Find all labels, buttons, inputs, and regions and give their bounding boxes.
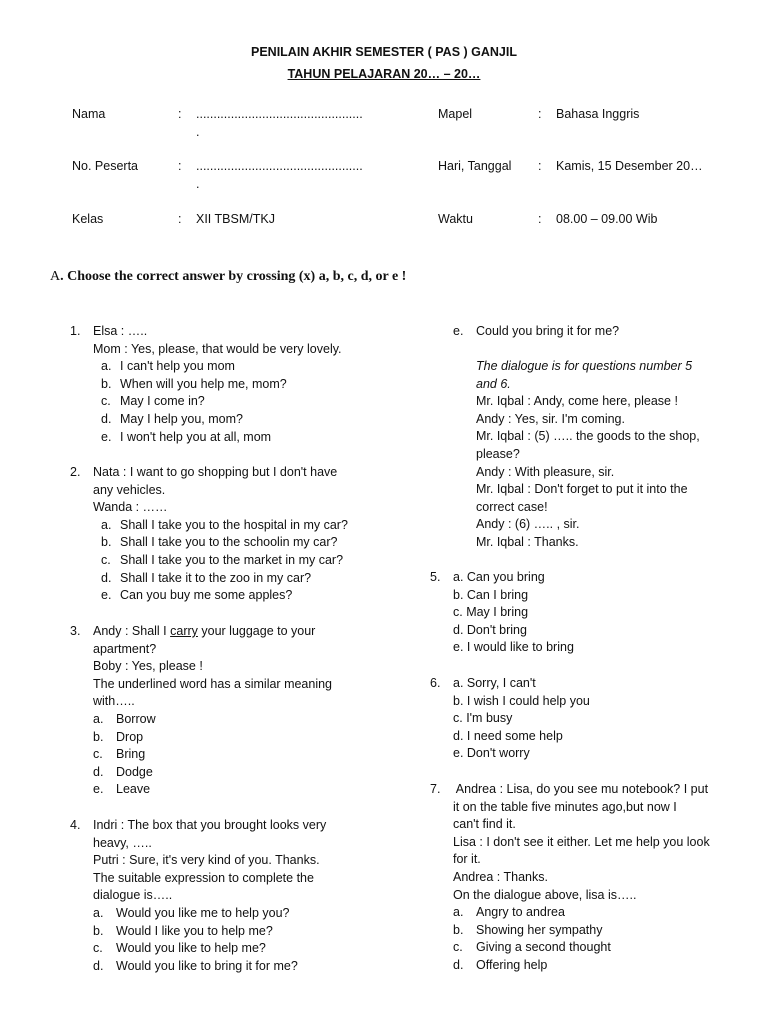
exam-title: PENILAIN AKHIR SEMESTER ( PAS ) GANJIL (251, 45, 517, 59)
q3-option-b: Drop (116, 729, 144, 744)
q2-option-key: e. (101, 588, 112, 603)
exam-subtitle (0, 67, 768, 81)
dialogue-line: correct case! (476, 499, 548, 514)
q3-option-c: Bring (116, 747, 146, 762)
q2-option-key: c. (101, 553, 111, 567)
q1-option-key: e. (101, 429, 112, 444)
q3-option-key: d. (93, 764, 104, 779)
q1-option-key: a. (101, 359, 112, 374)
q5-option-e: e. I would like to bring (453, 640, 574, 655)
q4-option-key: a. (93, 906, 104, 920)
instruction-text: . Choose the correct answer by crossing (x) a, b, c, d, or e ! (60, 269, 407, 284)
q5-option-d: d. Don't bring (453, 622, 527, 637)
q3-option-key: e. (93, 782, 104, 797)
dialogue-line: please? (476, 447, 520, 461)
q7-line: it on the table five minutes ago,but now I (453, 799, 677, 814)
subtitle-text: TAHUN PELAJARAN 20… – 20… (287, 67, 481, 81)
mapel-value: Bahasa Inggris (556, 107, 640, 121)
q2-line: Nata : I want to go shopping but I don't have (93, 465, 338, 479)
q1-line: Elsa : ….. (93, 324, 148, 338)
waktu-colon: : (538, 212, 542, 226)
dialogue-intro: and 6. (476, 376, 511, 391)
q4-line: The suitable expression to complete the (93, 870, 314, 885)
q1-option-c: May I come in? (120, 394, 205, 409)
q4-option-a: Would you like me to help you? (116, 906, 290, 920)
q2-option-d: Shall I take it to the zoo in my car? (120, 570, 312, 585)
q7-option-d: Offering help (476, 958, 548, 972)
mapel-colon: : (538, 107, 542, 121)
q1-option-b: When will you help me, mom? (120, 376, 287, 391)
q4-line: heavy, ….. (93, 835, 152, 850)
q3-number: 3. (70, 624, 81, 638)
q4-option-d: Would you like to bring it for me? (116, 958, 298, 973)
hari-label: Hari, Tanggal (438, 159, 512, 173)
q6-option-c: c. I'm busy (453, 711, 513, 726)
q2-number: 2. (70, 465, 81, 479)
q7-line: for it. (453, 852, 481, 867)
q6-option-b: b. I wish I could help you (453, 693, 590, 708)
q1-option-d: May I help you, mom? (120, 412, 243, 426)
kelas-colon: : (178, 212, 182, 226)
q3-line: Boby : Yes, please ! (93, 659, 203, 674)
q3-underlined-word: carry (170, 624, 198, 638)
nama-field-dot: . (196, 125, 200, 139)
peserta-colon: : (178, 159, 182, 173)
q3-option-e: Leave (116, 782, 151, 797)
q6-option-e: e. Don't worry (453, 746, 530, 761)
q6-option-a: a. Sorry, I can't (453, 676, 536, 690)
section-instruction (50, 269, 406, 285)
q1-option-e: I won't help you at all, mom (120, 429, 272, 444)
dialogue-line: Mr. Iqbal : Don't forget to put it into the (476, 482, 688, 497)
q4-option-key: d. (93, 958, 104, 973)
q2-option-key: b. (101, 535, 112, 550)
q2-line: Wanda : …… (93, 500, 168, 515)
q7-option-key: a. (453, 905, 464, 920)
dialogue-line: Mr. Iqbal : Thanks. (476, 535, 579, 549)
mapel-label: Mapel (438, 107, 473, 121)
q2-line: any vehicles. (93, 482, 166, 497)
q3-option-a: Borrow (116, 712, 156, 726)
q7-option-b: Showing her sympathy (476, 922, 603, 937)
q5-number: 5. (430, 570, 441, 584)
q7-line: Andrea : Lisa, do you see mu notebook? I put (453, 782, 709, 796)
q2-option-b: Shall I take you to the schoolin my car? (120, 535, 338, 550)
kelas-value: XII TBSM/TKJ (196, 212, 275, 226)
q7-number: 7. (430, 782, 441, 796)
q1-line: Mom : Yes, please, that would be very lovely. (93, 341, 342, 356)
dialogue-line: Mr. Iqbal : (5) ….. the goods to the shop, (476, 429, 700, 444)
q1-number: 1. (70, 324, 81, 338)
q7-line: Andrea : Thanks. (453, 870, 548, 884)
dialogue-intro: The dialogue is for questions number 5 (476, 359, 693, 373)
q4-option-key: b. (93, 923, 104, 938)
q1-option-key: b. (101, 376, 112, 391)
q3-option-key: c. (93, 747, 103, 762)
q1-option-key: c. (101, 394, 111, 409)
dialogue-line: Andy : Yes, sir. I'm coming. (476, 411, 625, 426)
q4-number: 4. (70, 818, 81, 832)
q2-option-key: d. (101, 570, 112, 585)
q2-option-a: Shall I take you to the hospital in my car? (120, 517, 348, 532)
section-letter: A (50, 269, 61, 284)
peserta-field-dot: . (196, 177, 200, 191)
q2-option-c: Shall I take you to the market in my car? (120, 553, 344, 567)
nama-colon: : (178, 107, 182, 121)
q3-option-d: Dodge (116, 764, 153, 779)
q7-line: On the dialogue above, lisa is….. (453, 887, 637, 902)
q4-line: Indri : The box that you brought looks very (93, 818, 327, 832)
peserta-label: No. Peserta (72, 159, 139, 173)
q6-option-d: d. I need some help (453, 728, 563, 743)
q7-option-key: b. (453, 922, 464, 937)
q3-text-a: Andy : Shall I (93, 624, 171, 638)
nama-field: ................................................ (196, 107, 363, 121)
q3-option-key: a. (93, 712, 104, 726)
q5-option-c: c. May I bring (453, 605, 529, 620)
dialogue-line: Andy : (6) ….. , sir. (476, 517, 580, 532)
q6-number: 6. (430, 676, 441, 690)
q4-line: Putri : Sure, it's very kind of you. Thanks. (93, 853, 320, 868)
q3-line (93, 623, 315, 641)
waktu-label: Waktu (438, 212, 473, 226)
waktu-value: 08.00 – 09.00 Wib (556, 212, 658, 226)
q3-option-key: b. (93, 729, 104, 744)
q3-line: The underlined word has a similar meaning (93, 676, 333, 691)
hari-value: Kamis, 15 Desember 20… (556, 159, 703, 173)
peserta-field: ................................................ (196, 159, 363, 173)
q7-option-a: Angry to andrea (476, 905, 565, 920)
q7-option-key: d. (453, 958, 464, 972)
q4-option-b: Would I like you to help me? (116, 923, 273, 938)
q5-option-a: a. Can you bring (453, 570, 545, 584)
q2-option-e: Can you buy me some apples? (120, 588, 293, 603)
nama-label: Nama (72, 107, 106, 121)
kelas-label: Kelas (72, 212, 104, 226)
q4-option-c: Would you like to help me? (116, 941, 266, 956)
dialogue-line: Andy : With pleasure, sir. (476, 464, 615, 479)
q2-option-key: a. (101, 517, 112, 532)
q7-option-key: c. (453, 940, 463, 955)
q3-line: apartment? (93, 641, 157, 656)
q1-option-key: d. (101, 412, 112, 426)
q4-line: dialogue is….. (93, 888, 173, 903)
q4-option-key: e. (453, 324, 464, 338)
q5-option-b: b. Can I bring (453, 587, 529, 602)
q7-option-c: Giving a second thought (476, 940, 611, 955)
q3-text-b: your luggage to your (197, 624, 316, 638)
dialogue-line: Mr. Iqbal : Andy, come here, please ! (476, 394, 678, 409)
q1-option-a: I can't help you mom (120, 359, 235, 374)
q7-line: can't find it. (453, 817, 516, 832)
q4-option-key: c. (93, 941, 103, 956)
q7-line: Lisa : I don't see it either. Let me help you look (453, 834, 710, 849)
q4-option-e: Could you bring it for me? (476, 324, 620, 338)
hari-colon: : (538, 159, 542, 173)
q3-line: with….. (93, 694, 135, 709)
